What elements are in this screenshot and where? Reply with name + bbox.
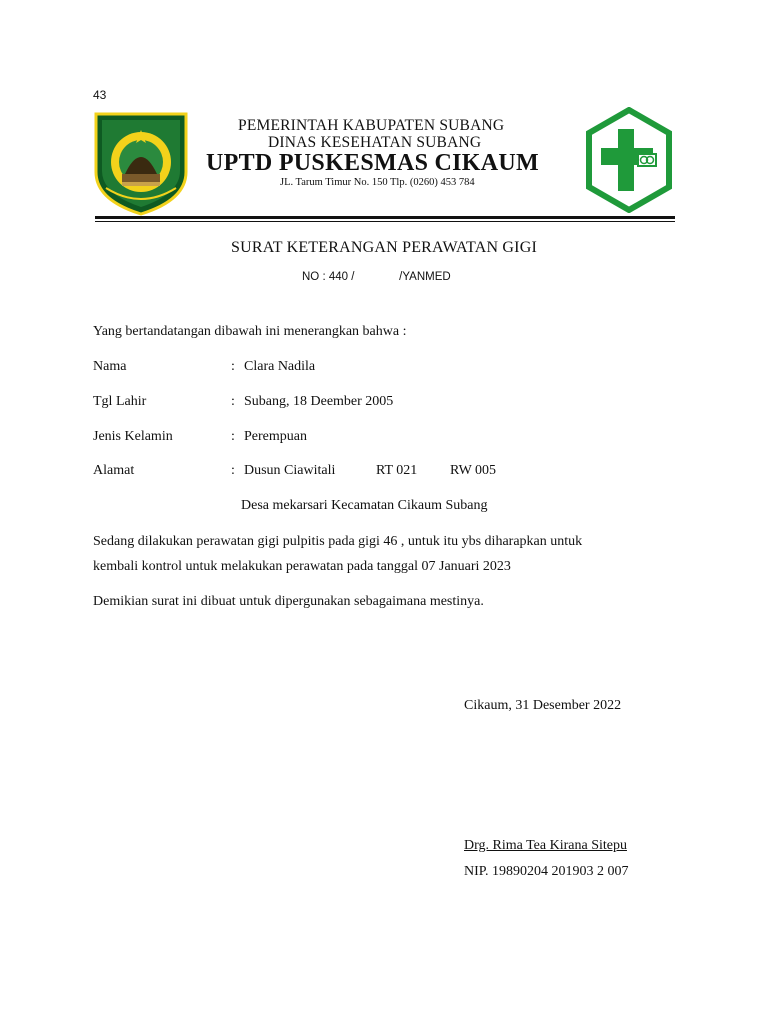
field-colon: :	[231, 359, 235, 374]
field-value-nama: Clara Nadila	[244, 359, 316, 374]
field-label-jenis-kelamin: Jenis Kelamin	[93, 429, 173, 444]
signatory-nip: NIP. 19890204 201903 2 007	[464, 864, 629, 879]
paragraph-treatment-line1: Sedang dilakukan perawatan gigi pulpitis pada gigi 46 , untuk itu ybs diharapkan untuk	[93, 534, 583, 549]
paragraph-closing: Demikian surat ini dibuat untuk dipergunakan sebagaimana mestinya.	[93, 594, 484, 609]
address-rw: RW 005	[450, 463, 497, 478]
address-line2: Desa mekarsari Kecamatan Cikaum Subang	[241, 498, 488, 513]
place-date: Cikaum, 31 Desember 2022	[464, 698, 622, 713]
intro-text: Yang bertandatangan dibawah ini menerangkan bahwa :	[93, 324, 407, 339]
letterhead-rule-thin	[95, 221, 675, 222]
address-rt: RT 021	[376, 463, 418, 478]
header-government: PEMERINTAH KABUPATEN SUBANG	[238, 117, 505, 134]
header-institution: UPTD PUSKESMAS CIKAUM	[206, 150, 539, 176]
document-title: SURAT KETERANGAN PERAWATAN GIGI	[230, 239, 537, 256]
paragraph-treatment-line2: kembali kontrol untuk melakukan perawatan pada tanggal 07 Januari 2023	[93, 559, 511, 574]
signatory-name: Drg. Rima Tea Kirana Sitepu	[464, 838, 627, 853]
letterhead-rule	[95, 216, 675, 219]
field-value-tgl-lahir: Subang, 18 Deember 2005	[244, 394, 394, 409]
field-value-jenis-kelamin: Perempuan	[244, 429, 307, 444]
header-department: DINAS KESEHATAN SUBANG	[268, 134, 482, 151]
field-value-alamat: Dusun Ciawitali	[244, 463, 336, 478]
field-label-alamat: Alamat	[93, 463, 135, 478]
field-label-nama: Nama	[93, 359, 127, 374]
field-colon: :	[231, 463, 235, 478]
field-label-tgl-lahir: Tgl Lahir	[93, 394, 147, 409]
field-colon: :	[231, 394, 235, 409]
field-colon: :	[231, 429, 235, 444]
puskesmas-logo	[585, 107, 673, 213]
document-number: NO : 440 / /YANMED	[302, 271, 451, 283]
subang-emblem-logo	[92, 110, 190, 216]
page-number: 43	[93, 88, 107, 102]
header-address: JL. Tarum Timur No. 150 Tlp. (0260) 453 784	[280, 177, 475, 188]
